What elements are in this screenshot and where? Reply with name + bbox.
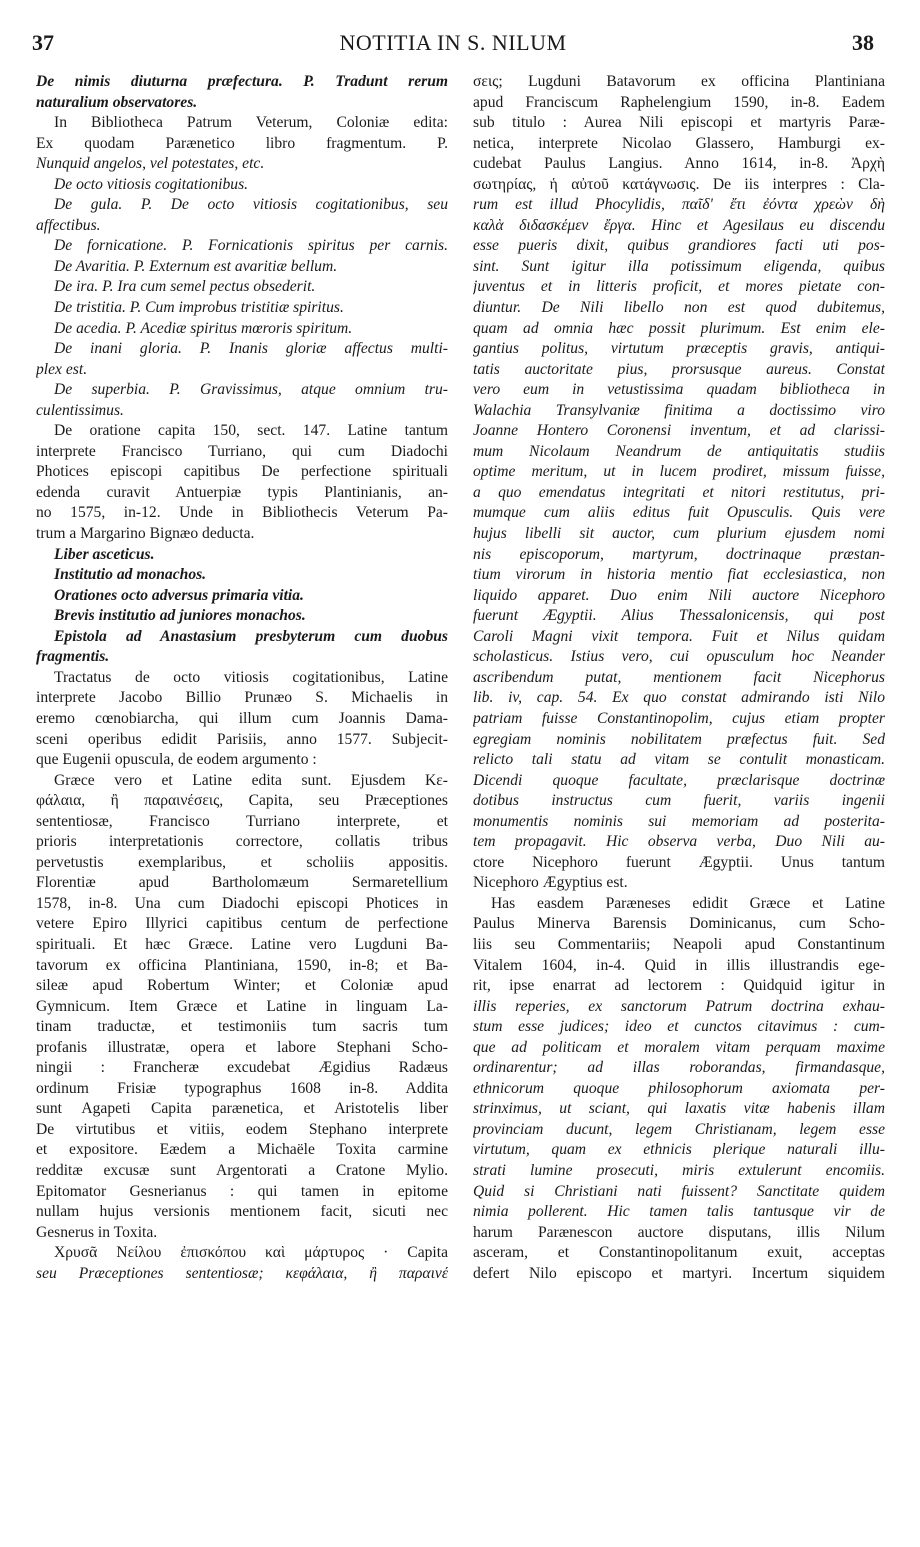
text-line: optime meritum, ut in lucem prodiret, missum fuisse, xyxy=(473,463,885,481)
text-line: netica, interprete Nicolao Glassero, Hamburgi ex- xyxy=(473,134,885,152)
text-line: Caroli Magni vixit tempora. Fuit et Nilus quidam xyxy=(473,627,885,645)
text-line: ordinarentur; ad illas roborandas, firmandasque, xyxy=(473,1059,885,1077)
text-line: plex est. xyxy=(36,360,88,378)
text-line: 1578, in-8. Una cum Diadochi episcopi Photices in xyxy=(36,894,448,912)
text-line: σωτηρίας, ἡ αὐτοῦ κατάγνωσις. De iis interpres : Cla- xyxy=(473,175,885,193)
text-line: ningii : Francheræ excudebat Ægidius Radæus xyxy=(36,1059,448,1077)
text-line: gantius politus, virtutum præceptis gravis, antiqui- xyxy=(473,340,885,358)
text-line: no 1575, in-12. Unde in Bibliothecis Veterum Pa- xyxy=(36,504,448,522)
text-line: juventus et in litteris proficit, et mores pietate con- xyxy=(473,278,885,296)
text-line: De acedia. P. Acediæ spiritus mœroris spiritum. xyxy=(54,319,353,337)
text-line: Photices episcopi capitibus De perfectione spirituali xyxy=(36,463,448,481)
text-line: seu Præceptiones sententiosæ; κεφάλαια, ἢ παραινέ xyxy=(36,1264,448,1282)
text-line: mumque cum aliis editus fuit Opusculis. Quis vere xyxy=(473,504,885,522)
running-title: NOTITIA IN S. NILUM xyxy=(339,30,567,55)
text-line: sub titulo : Aurea Nili episcopi et martyris Paræ- xyxy=(473,114,885,132)
text-line: rit, ipse enarrat ad lectorem : Quidquid igitur in xyxy=(473,977,885,995)
text-line: affectibus. xyxy=(36,216,101,234)
text-line: nimia pollerent. Hic tamen talis tantusque vir de xyxy=(473,1203,885,1221)
right-page-number: 38 xyxy=(852,30,874,55)
text-line: liis seu Commentariis; Neapoli apud Constantinum xyxy=(473,935,885,953)
text-line: quam ad omnia hæc possit plurimum. Est enim ele- xyxy=(473,319,885,337)
text-line: ordinum Frisiæ typographus 1608 in-8. Addita xyxy=(36,1079,448,1097)
text-line: interprete Jacobo Billio Prunæo S. Michaelis in xyxy=(36,689,448,707)
text-line: eremo cœnobiarcha, qui illum cum Joannis Dama- xyxy=(36,709,448,727)
text-line: strinximus, ut sciant, qui laxatis vitæ habenis illam xyxy=(473,1100,885,1118)
text-line: De virtutibus et vitiis, eodem Stephano interprete xyxy=(36,1120,448,1138)
text-line: ethnicorum quoque philosophorum axiomata per- xyxy=(473,1079,885,1097)
text-line: que Eugenii opuscula, de eodem argumento : xyxy=(36,751,317,769)
text-line: tavorum ex officina Plantiniana, 1590, in-8; et Ba- xyxy=(36,956,448,974)
text-line: φάλαια, ἢ παραινέσεις, Capita, seu Præceptiones xyxy=(36,792,448,810)
text-line: esse pueris dixit, quibus grandiores facti uti pos- xyxy=(473,237,885,255)
text-line: ascribendum putat, mentionem facit Nicephorus xyxy=(473,668,885,686)
text-line: Joanne Hontero Coronensi inventum, et ad clarissi- xyxy=(473,422,885,440)
text-line: tem propagavit. Hic observa verba, Duo Nili au- xyxy=(473,833,885,851)
text-line: relicto tali statu ad vitam se contulit monasticam. xyxy=(473,751,885,769)
text-line: redditæ excusæ sunt Argentorati a Cratone Mylio. xyxy=(36,1161,448,1179)
text-line: Tractatus de octo vitiosis cogitationibus, Latine xyxy=(54,668,448,686)
text-line: sceni operibus edidit Parisiis, anno 1577. Subjecit- xyxy=(36,730,448,748)
text-line: sunt Agapeti Capita parænetica, et Aristotelis liber xyxy=(36,1100,448,1118)
text-line: Græce vero et Latine edita sunt. Ejusdem Κε- xyxy=(54,771,448,789)
right-text-column xyxy=(473,72,885,1284)
text-line: De gula. P. De octo vitiosis cogitationibus, seu xyxy=(54,196,448,214)
text-line: harum Parænescon auctore disputans, illis Nilum xyxy=(473,1223,885,1241)
text-line: dotibus instructus cum fuerit, variis ingenii xyxy=(473,792,885,810)
text-line: De octo vitiosis cogitationibus. xyxy=(54,175,249,193)
text-line: καλὰ διδασκέμεν ἔργα. Hinc et Agesilaus eu discendu xyxy=(473,216,885,234)
text-line: fuerunt Ægyptii. Alius Thessalonicensis, qui post xyxy=(473,607,885,625)
text-line: Florentiæ apud Bartholomæum Sermaretellium xyxy=(36,874,448,892)
text-line: tinam traductæ, et testimoniis tum sacris tum xyxy=(36,1018,448,1036)
text-line: sileæ apud Robertum Winter; et Coloniæ apud xyxy=(36,977,448,995)
text-line: cudebat Paulus Langius. Anno 1614, in-8. Ἀρχὴ xyxy=(473,155,885,173)
text-line: De inani gloria. P. Inanis gloriæ affectus multi- xyxy=(54,340,448,358)
text-line: trum a Margarino Bignæo deducta. xyxy=(36,525,255,543)
text-line: σεις; Lugduni Batavorum ex officina Plantiniana xyxy=(473,73,885,90)
text-line: profanis illustratæ, opera et labore Stephani Scho- xyxy=(36,1038,448,1056)
text-line: Gymnicum. Item Græce et Latine in linguam La- xyxy=(36,997,448,1015)
text-line: rum est illud Phocylidis, παῖδ' ἔτι ἐόντα χρεὼν δὴ xyxy=(473,196,885,214)
text-line: Quid si Christiani nati fuissent? Sanctitate quidem xyxy=(473,1182,885,1200)
text-line: pervetustis exemplaribus, et scholiis appositis. xyxy=(36,853,448,871)
text-line: tium virorum in historia mentio fiat ecclesiastica, non xyxy=(473,566,885,584)
text-line: De ira. P. Ira cum semel pectus obsederit. xyxy=(54,278,316,296)
text-line: apud Franciscum Raphelengium 1590, in-8. Eadem xyxy=(473,93,885,111)
text-line: asceram, et Constantinopolitanum exuit, acceptas xyxy=(473,1244,885,1262)
text-line: et expositore. Eædem a Michaële Toxita carmine xyxy=(36,1141,448,1159)
text-line: liquido apparet. Duo enim Nili auctore Nicephoro xyxy=(473,586,885,604)
text-line: fragmentis. xyxy=(36,648,110,666)
text-line: provinciam ducunt, legem Christianam, legem esse xyxy=(473,1120,885,1138)
text-line: ctore Nicephoro fuerunt Ægyptii. Unus tantum xyxy=(473,853,885,871)
text-line: egregiam nominis nobilitatem præfectus fuit. Sed xyxy=(473,730,885,748)
text-line: strati lumine prosecuti, miris extulerunt encomiis. xyxy=(473,1161,885,1179)
text-line: culentissimus. xyxy=(36,401,124,419)
text-line: nis episcoporum, martyrum, doctrinaque præstan- xyxy=(473,545,885,563)
text-line: De fornicatione. P. Fornicationis spiritus per carnis. xyxy=(54,237,448,255)
text-line: illis reperies, ex sanctorum Patrum doctrina exhau- xyxy=(473,997,885,1015)
text-line: Epistola ad Anastasium presbyterum cum duobus xyxy=(54,627,448,645)
text-line: sententiosæ, Francisco Turriano interprete, et xyxy=(36,812,448,830)
text-line: monumentis nominis sui memoriam ad posterita- xyxy=(473,812,885,830)
text-line: Epitomator Gesnerianus : qui tamen in epitome xyxy=(36,1182,448,1200)
text-line: vetere Epiro Illyrici capitibus centum de perfectione xyxy=(36,915,448,933)
left-page-number: 37 xyxy=(32,30,54,55)
text-line: Orationes octo adversus primaria vitia. xyxy=(54,586,304,604)
text-line: Ex quodam Parænetico libro fragmentum. P. xyxy=(36,134,448,152)
text-line: De Avaritia. P. Externum est avaritiæ bellum. xyxy=(54,257,338,275)
text-line: Paulus Minerva Barensis Dominicanus, cum Scho- xyxy=(473,915,885,933)
text-line: De superbia. P. Gravissimus, atque omnium tru- xyxy=(54,381,448,399)
left-text-column xyxy=(36,72,448,1284)
text-line: nullam hujus versionis mentionem facit, sicuti nec xyxy=(36,1203,448,1221)
text-line: Liber asceticus. xyxy=(54,545,155,563)
text-line: sint. Sunt igitur illa potissimum eligenda, quibus xyxy=(473,257,885,275)
text-line: stum esse judices; ideo et cunctos citavimus : cum- xyxy=(473,1018,885,1036)
text-line: virtutum, quam ex ethnicis plerique naturali illu- xyxy=(473,1141,885,1159)
text-line: defert Nilo episcopo et martyri. Incertum siquidem xyxy=(473,1264,885,1282)
text-line: Χρυσᾶ Νείλου ἐπισκόπου καὶ μάρτυρος · Capita xyxy=(54,1244,448,1262)
text-line: Nicephoro Ægyptius est. xyxy=(473,874,628,892)
text-line: a quo emendatus integritati et nitori restitutus, pri- xyxy=(473,483,885,501)
text-line: Brevis institutio ad juniores monachos. xyxy=(54,607,306,625)
text-line: scholasticus. Istius vero, cui opusculum hoc Neander xyxy=(473,648,885,666)
text-line: De oratione capita 150, sect. 147. Latine tantum xyxy=(54,422,448,440)
text-line: vero eum in vetustissima quadam bibliotheca in xyxy=(473,381,885,399)
text-line: De tristitia. P. Cum improbus tristitiæ spiritus. xyxy=(54,299,344,317)
text-line: Vitalem 1604, in-4. Quid in illis illustrandis ege- xyxy=(473,956,885,974)
text-line: hujus libelli sit auctor, cum plurium ejusdem nomi xyxy=(473,525,885,543)
text-line: Has easdem Paræneses edidit Græce et Latine xyxy=(491,894,885,912)
text-line: interprete Francisco Turriano, qui cum Diadochi xyxy=(36,442,448,460)
text-line: patriam fuisse Constantinopolim, cujus etiam propter xyxy=(473,709,885,727)
page-header xyxy=(32,30,874,60)
text-line: edenda curavit Antuerpiæ typis Plantinianis, an- xyxy=(36,483,448,501)
text-line: lib. iv, cap. 54. Ex quo constat admirando isti Nilo xyxy=(473,689,885,707)
text-line: In Bibliotheca Patrum Veterum, Coloniæ edita: xyxy=(54,114,448,132)
text-line: Dicendi quoque facultate, præclarisque doctrinæ xyxy=(473,771,885,789)
text-line: prioris interpretationis correctore, collatis tribus xyxy=(36,833,448,851)
text-line: diuntur. De Nili libello non est quod dubitemus, xyxy=(473,299,885,317)
text-line: mum Nicolaum Neandrum de antiquitatis studiis xyxy=(473,442,885,460)
text-line: Walachia Transylvaniæ finitima a doctissimo viro xyxy=(473,401,885,419)
text-line: Institutio ad monachos. xyxy=(54,566,207,584)
text-line: Nunquid angelos, vel potestates, etc. xyxy=(36,155,265,173)
text-line: spirituali. Et hæc Græce. Latine vero Lugduni Ba- xyxy=(36,935,448,953)
text-line: Gesnerus in Toxita. xyxy=(36,1223,158,1241)
text-line: tatis auctoritate pius, prorsusque aureus. Constat xyxy=(473,360,885,378)
text-line: De nimis diuturna præfectura. P. Tradunt rerum xyxy=(36,73,448,90)
text-line: que ad politicam et moralem vitam perquam maxime xyxy=(473,1038,885,1056)
text-line: naturalium observatores. xyxy=(36,93,198,111)
